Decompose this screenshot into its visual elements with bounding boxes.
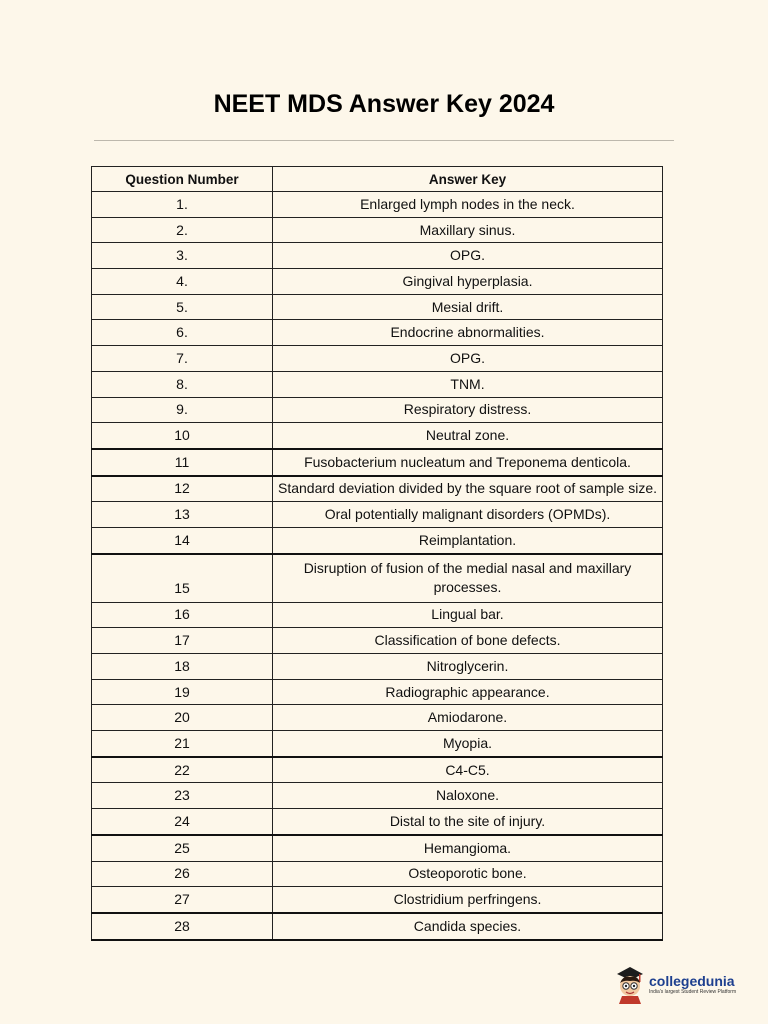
question-number-cell: 25 xyxy=(92,835,273,861)
table-row xyxy=(92,502,663,528)
answer-cell: Neutral zone. xyxy=(273,423,663,449)
answer-cell: OPG. xyxy=(273,346,663,372)
question-number-cell: 21 xyxy=(92,731,273,757)
answer-cell: Gingival hyperplasia. xyxy=(273,269,663,295)
header-answer-key: Answer Key xyxy=(273,167,663,192)
table-row xyxy=(92,757,663,783)
question-number-cell: 22 xyxy=(92,757,273,783)
question-number-cell: 1. xyxy=(92,192,273,218)
title-divider xyxy=(94,140,674,141)
table-row xyxy=(92,243,663,269)
question-number-cell: 10 xyxy=(92,423,273,449)
question-number-cell: 23 xyxy=(92,783,273,809)
answer-cell: Fusobacterium nucleatum and Treponema denticola. xyxy=(273,449,663,476)
question-number-cell: 13 xyxy=(92,502,273,528)
page-title: NEET MDS Answer Key 2024 xyxy=(213,90,555,118)
answer-cell: Classification of bone defects. xyxy=(273,628,663,654)
table-row xyxy=(92,449,663,476)
table-row xyxy=(92,705,663,731)
table-row xyxy=(92,783,663,809)
table-row xyxy=(92,679,663,705)
answer-cell: Naloxone. xyxy=(273,783,663,809)
answer-cell: Reimplantation. xyxy=(273,527,663,553)
table-row xyxy=(92,654,663,680)
table-row xyxy=(92,217,663,243)
answer-cell: Enlarged lymph nodes in the neck. xyxy=(273,192,663,218)
table-body xyxy=(92,192,663,940)
table-row xyxy=(92,835,663,861)
question-number-cell: 6. xyxy=(92,320,273,346)
table-row xyxy=(92,346,663,372)
logo-wordmark: collegedunia xyxy=(649,972,735,989)
question-number-cell: 26 xyxy=(92,861,273,887)
question-number-cell: 16 xyxy=(92,602,273,628)
answer-cell: Endocrine abnormalities. xyxy=(273,320,663,346)
table-row xyxy=(92,602,663,628)
answer-cell: Oral potentially malignant disorders (OPMDs). xyxy=(273,502,663,528)
question-number-cell: 4. xyxy=(92,269,273,295)
answer-cell: Respiratory distress. xyxy=(273,397,663,423)
answer-cell: Maxillary sinus. xyxy=(273,217,663,243)
table-row xyxy=(92,320,663,346)
table-row xyxy=(92,809,663,835)
table-row xyxy=(92,371,663,397)
table-row xyxy=(92,476,663,502)
question-number-cell: 9. xyxy=(92,397,273,423)
table-header-row xyxy=(92,167,663,192)
table-row xyxy=(92,861,663,887)
question-number-cell: 2. xyxy=(92,217,273,243)
question-number-cell: 3. xyxy=(92,243,273,269)
question-number-cell: 14 xyxy=(92,527,273,553)
question-number-cell: 20 xyxy=(92,705,273,731)
question-number-cell: 19 xyxy=(92,679,273,705)
answer-cell: Candida species. xyxy=(273,913,663,940)
question-number-cell: 7. xyxy=(92,346,273,372)
table-row xyxy=(92,269,663,295)
answer-key-table xyxy=(91,166,663,941)
answer-cell: Mesial drift. xyxy=(273,294,663,320)
question-number-cell: 17 xyxy=(92,628,273,654)
answer-cell: Standard deviation divided by the square root of sample size. xyxy=(273,476,663,502)
table-row xyxy=(92,397,663,423)
question-number-cell: 18 xyxy=(92,654,273,680)
table-row xyxy=(92,192,663,218)
question-number-cell: 11 xyxy=(92,449,273,476)
question-number-cell: 12 xyxy=(92,476,273,502)
table-row xyxy=(92,294,663,320)
collegedunia-logo xyxy=(615,964,736,1004)
answer-cell: Amiodarone. xyxy=(273,705,663,731)
header-question-number: Question Number xyxy=(92,167,273,192)
answer-cell: Disruption of fusion of the medial nasal and maxillary processes. xyxy=(273,554,663,603)
answer-cell: Myopia. xyxy=(273,731,663,757)
answer-cell: Osteoporotic bone. xyxy=(273,861,663,887)
table-row xyxy=(92,913,663,940)
answer-cell: Distal to the site of injury. xyxy=(273,809,663,835)
answer-cell: Nitroglycerin. xyxy=(273,654,663,680)
table-row xyxy=(92,731,663,757)
answer-cell: C4-C5. xyxy=(273,757,663,783)
answer-cell: OPG. xyxy=(273,243,663,269)
table-row xyxy=(92,423,663,449)
table-row xyxy=(92,527,663,553)
answer-cell: Radiographic appearance. xyxy=(273,679,663,705)
student-mascot-icon xyxy=(615,964,645,1004)
table-row xyxy=(92,554,663,603)
logo-tagline: India's largest Student Review Platform xyxy=(649,988,737,995)
question-number-cell: 8. xyxy=(92,371,273,397)
question-number-cell: 15 xyxy=(92,554,273,603)
answer-cell: Clostridium perfringens. xyxy=(273,887,663,913)
answer-cell: TNM. xyxy=(273,371,663,397)
answer-cell: Hemangioma. xyxy=(273,835,663,861)
table-row xyxy=(92,887,663,913)
question-number-cell: 27 xyxy=(92,887,273,913)
question-number-cell: 28 xyxy=(92,913,273,940)
question-number-cell: 5. xyxy=(92,294,273,320)
table-row xyxy=(92,628,663,654)
answer-cell: Lingual bar. xyxy=(273,602,663,628)
question-number-cell: 24 xyxy=(92,809,273,835)
